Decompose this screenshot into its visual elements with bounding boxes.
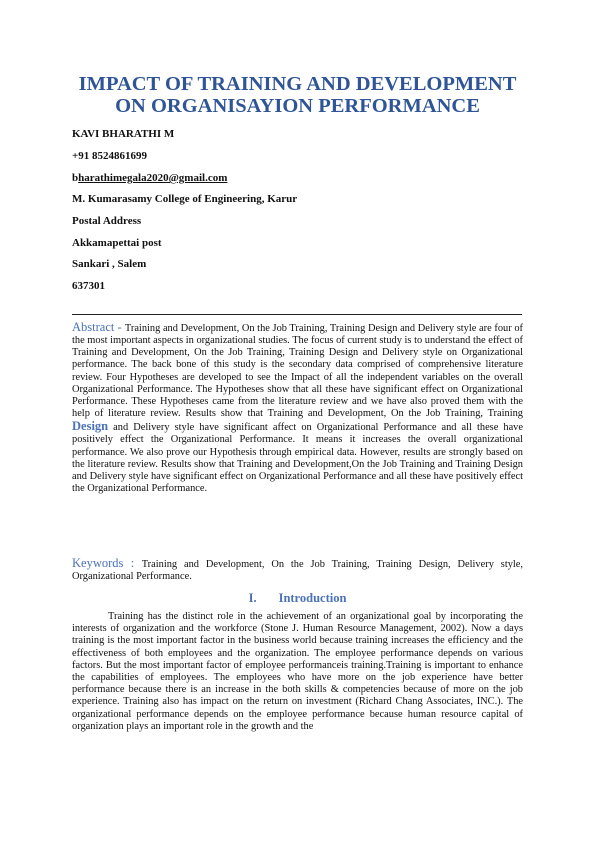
author-email[interactable] xyxy=(72,172,227,185)
keywords-paragraph xyxy=(72,557,523,583)
address-line2: Sankari , Salem xyxy=(72,258,147,270)
postal-address-label: Postal Address xyxy=(72,215,142,227)
author-email-prefix: b xyxy=(72,172,79,184)
author-phone: +91 8524861699 xyxy=(72,150,148,162)
address-pincode: 637301 xyxy=(72,280,105,292)
address-line1: Akkamapettai post xyxy=(72,237,162,249)
abstract-label: Abstract - xyxy=(72,320,125,334)
section-title: Introduction xyxy=(278,591,347,605)
abstract-highlight-word: Design xyxy=(72,419,109,434)
section-heading-introduction xyxy=(72,591,523,605)
author-email-link[interactable]: harathimegala2020@gmail.com xyxy=(78,172,228,184)
header-divider xyxy=(72,314,522,315)
author-college: M. Kumarasamy College of Engineering, Karur xyxy=(72,193,298,205)
abstract-text-part1: Training and Development, On the Job Training, Training Design and Delivery style are four of the most important aspects in organizational studies. The focus of current study is to understand the effect of Training and Development, On the Job Training, Training Design and Delivery style on Organizational performance. The back bone of this study is the secondary data comprised of comprehensive literature review. Four Hypotheses are developed to see the Impact of all the independent variables on the overall Organizational Performance. The Hypotheses show that all these have significant effect on Organizational Performance. These Hypotheses came from the literature review and we have also proved them with the help of literature review. Results show that Training and Development, On the Job Training, Training xyxy=(72,323,523,420)
keywords-label: Keywords : xyxy=(72,556,142,570)
section-number: I. xyxy=(248,591,257,605)
keywords-text: Training and Development, On the Job Training, Training Design, Delivery style, Organizational Performance. xyxy=(72,559,524,583)
author-name: KAVI BHARATHI M xyxy=(72,128,175,140)
abstract-text-part2: and Delivery style have significant affect on Organizational Performance and all these have positively effect the Organizational Performance. It means it increases the overall organizational performance. We also prove our Hypothesis through empirical data. However, results are strongly based on the literature review. Results show that Training and Development,On the Job Training and Training Design and Delivery style have significant effect on Organizational Performance and all these have positively effect the Organizational Performance. xyxy=(72,422,523,495)
introduction-paragraph: Training has the distinct role in the achievement of an organizational goal by incorporating the interests of organization and the workforce (Stone J. Human Resource Management, 2002). Now a days training is the most important factor in the business world because training increases the efficiency and the effectiveness of both employees and the organization. The employee performance depends on various factors. But the most important factor of employee performanceis training.Training is important to enhance the capabilities of employees. The employees who have more on the job experience have better performance because there is an increase in the both skills & competencies because of more on the job experience. Training also has impact on the return on investment (Richard Chang Associates, INC.). The organizational performance depends on the employee performance because human resource capital of organization plays an important role in the growth and the xyxy=(72,611,523,732)
paper-title xyxy=(40,73,555,117)
paper-title-line1: IMPACT OF TRAINING AND DEVELOPMENT xyxy=(78,73,517,95)
abstract-paragraph xyxy=(72,321,523,495)
paper-title-line2: ON ORGANISAYION PERFORMANCE xyxy=(115,95,480,117)
